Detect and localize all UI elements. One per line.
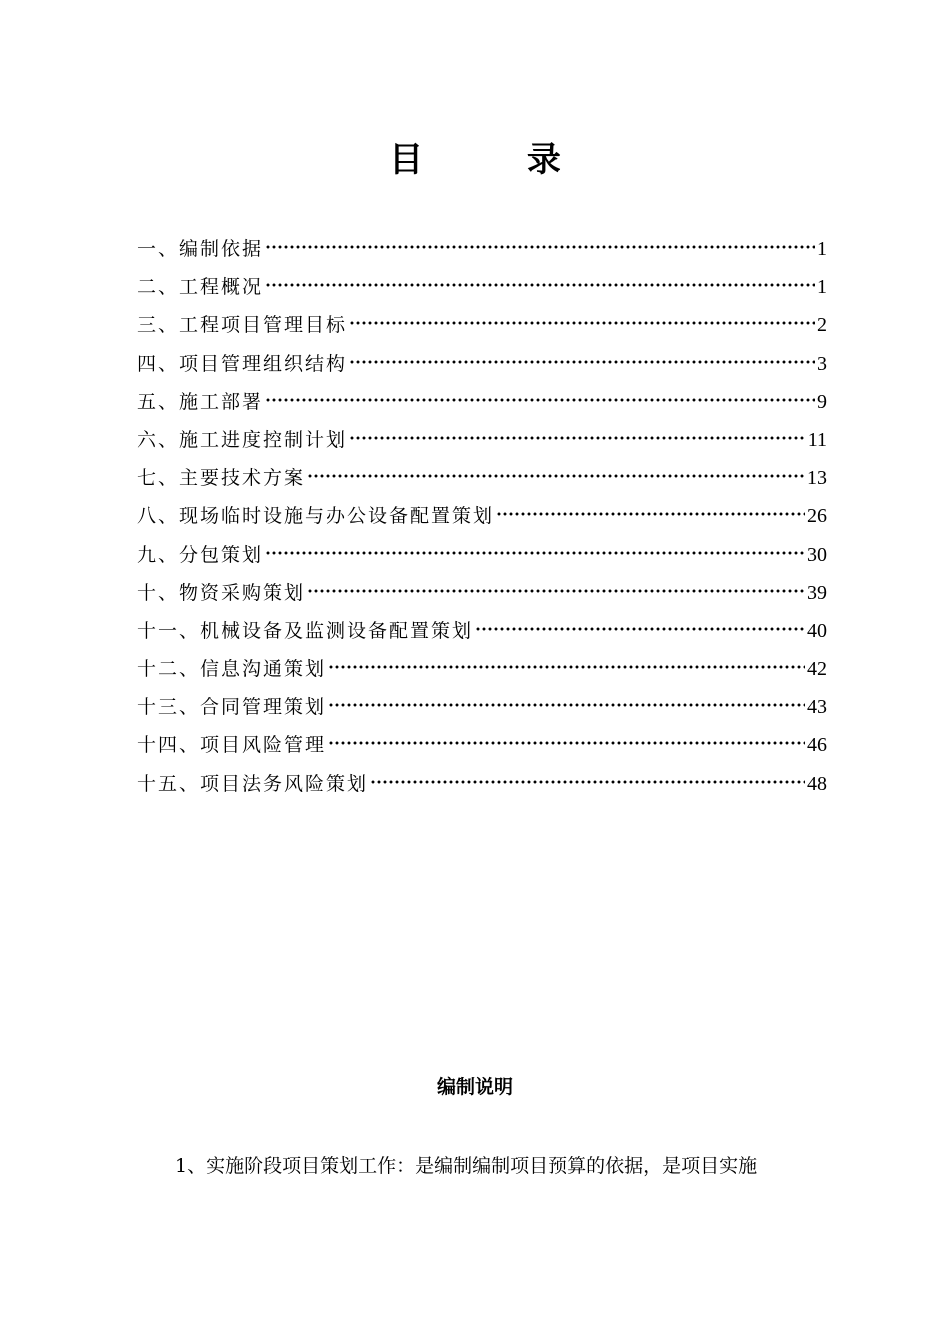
toc-entry-page: 3	[817, 352, 827, 375]
toc-dot-leader	[349, 359, 815, 365]
section-heading: 编制说明	[436, 1076, 513, 1098]
toc-dot-leader	[349, 320, 815, 326]
toc-dot-leader	[307, 473, 805, 479]
toc-entry[interactable]	[137, 383, 827, 421]
toc-entry-label: 八、现场临时设施与办公设备配置策划	[137, 505, 495, 528]
toc-entry-page: 11	[807, 428, 827, 451]
toc-dot-leader	[328, 740, 805, 746]
toc-entry-page: 13	[807, 467, 827, 490]
toc-entry-label: 五、施工部署	[137, 390, 264, 413]
toc-entry-label: 九、分包策划	[137, 543, 264, 566]
toc-dot-leader	[307, 588, 805, 594]
toc-entry-page: 42	[807, 658, 827, 681]
toc-dot-leader	[475, 626, 805, 632]
toc-entry-page: 30	[807, 543, 827, 566]
toc-entry-page: 9	[817, 390, 827, 413]
toc-entry-label: 一、编制依据	[137, 238, 264, 260]
toc-entry-label: 七、主要技术方案	[137, 467, 306, 490]
toc-entry[interactable]	[137, 421, 827, 459]
toc-entry-page: 1	[817, 238, 827, 260]
toc-entry[interactable]	[137, 268, 827, 306]
toc-dot-leader	[349, 435, 806, 441]
toc-dot-leader	[370, 779, 805, 785]
toc-entry[interactable]	[137, 230, 827, 268]
toc-dot-leader	[328, 702, 805, 708]
toc-entry-label: 十三、合同管理策划	[137, 696, 327, 719]
toc-entry[interactable]	[137, 574, 827, 612]
toc-entry-label: 十二、信息沟通策划	[137, 658, 327, 681]
table-of-contents	[137, 230, 827, 803]
toc-entry[interactable]	[137, 536, 827, 574]
toc-entry-page: 1	[817, 276, 827, 299]
toc-dot-leader	[265, 244, 815, 250]
toc-entry-page: 26	[807, 505, 827, 528]
toc-entry[interactable]	[137, 459, 827, 497]
toc-dot-leader	[265, 550, 805, 556]
toc-entry-label: 三、工程项目管理目标	[137, 314, 348, 337]
toc-dot-leader	[265, 282, 815, 288]
toc-entry[interactable]	[137, 345, 827, 383]
toc-entry[interactable]	[137, 765, 827, 803]
page-title: 目 录	[389, 140, 607, 180]
toc-dot-leader	[328, 664, 805, 670]
toc-entry-label: 十五、项目法务风险策划	[137, 772, 369, 795]
toc-entry-page: 48	[807, 772, 827, 795]
toc-entry-page: 39	[807, 581, 827, 604]
toc-entry-page: 46	[807, 734, 827, 757]
toc-entry[interactable]	[137, 612, 827, 650]
toc-entry-label: 二、工程概况	[137, 276, 264, 299]
body-paragraph: 1、实施阶段项目策划工作：是编制编制项目预算的依据，是项目实施	[175, 1155, 758, 1177]
toc-entry-label: 六、施工进度控制计划	[137, 428, 348, 451]
toc-entry[interactable]	[137, 688, 827, 726]
toc-entry-label: 四、项目管理组织结构	[137, 352, 348, 375]
toc-entry-label: 十、物资采购策划	[137, 581, 306, 604]
toc-entry[interactable]	[137, 726, 827, 764]
toc-entry-page: 2	[817, 314, 827, 337]
toc-dot-leader	[496, 511, 805, 517]
toc-entry[interactable]	[137, 650, 827, 688]
toc-entry-label: 十一、机械设备及监测设备配置策划	[137, 619, 474, 642]
toc-entry[interactable]	[137, 497, 827, 535]
toc-entry[interactable]	[137, 306, 827, 344]
toc-dot-leader	[265, 397, 815, 403]
toc-entry-page: 43	[807, 696, 827, 719]
toc-entry-page: 40	[807, 619, 827, 642]
toc-entry-label: 十四、项目风险管理	[137, 734, 327, 757]
